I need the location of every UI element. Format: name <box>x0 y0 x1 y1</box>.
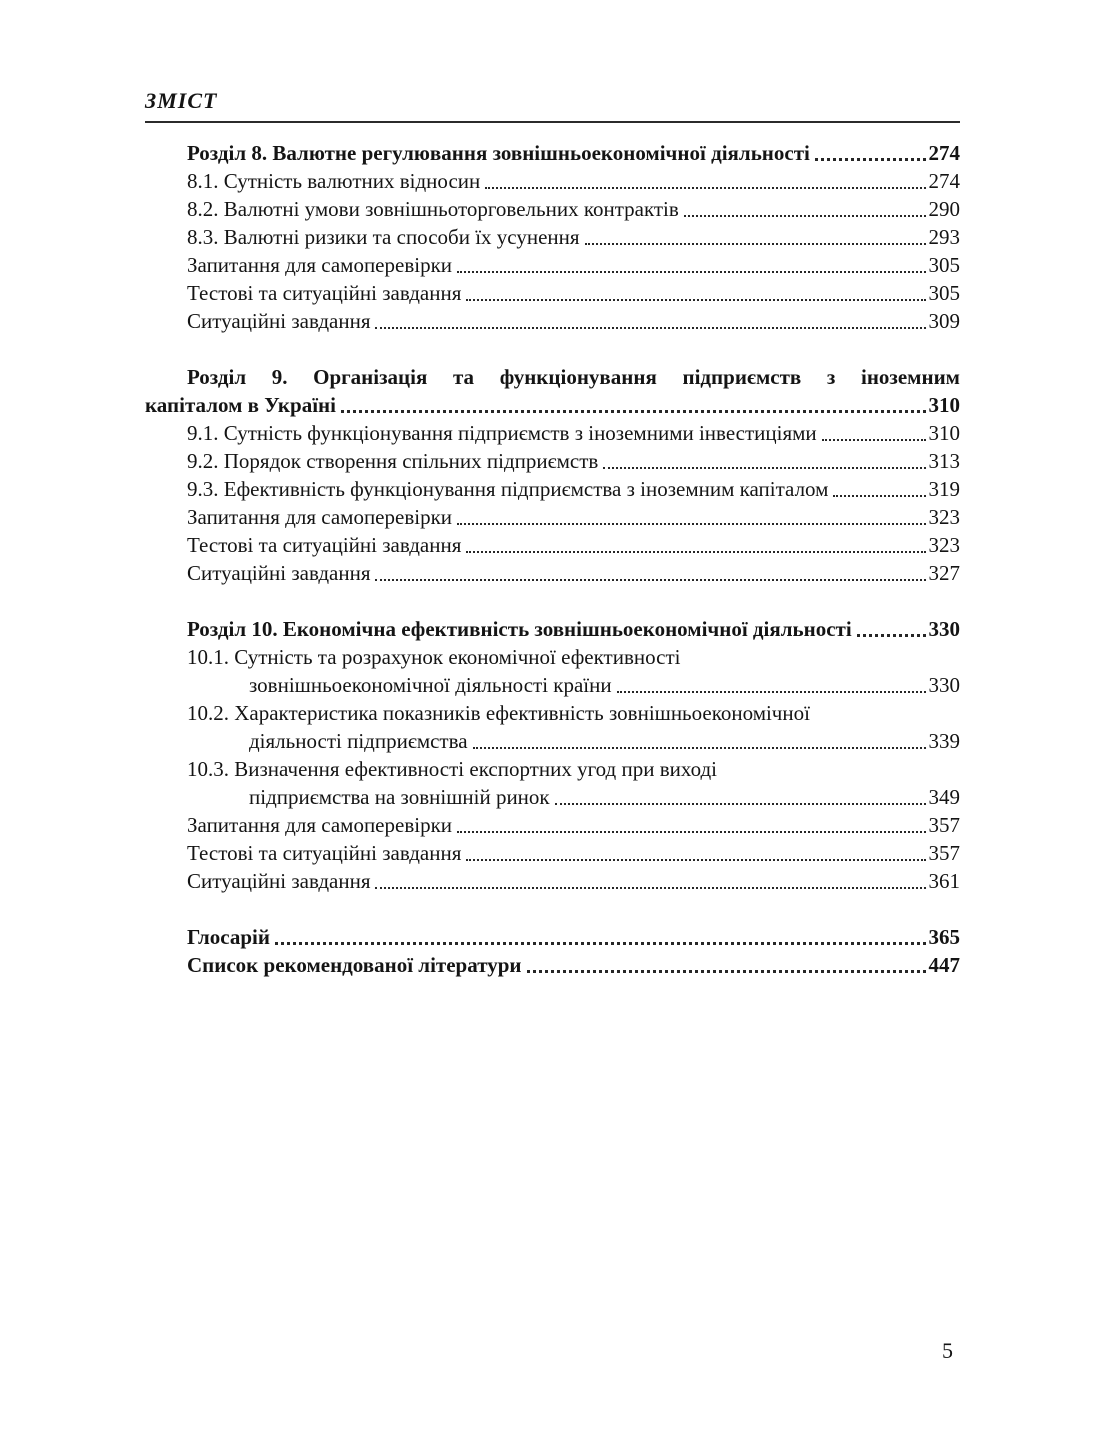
toc-entry-title: 8.3. Валютні ризики та способи їх усунення <box>187 225 580 249</box>
toc-line <box>145 279 960 307</box>
toc-entry-title: Запитання для самоперевірки <box>187 505 453 529</box>
toc-entry <box>145 251 960 279</box>
toc-entry-title: Ситуаційні завдання <box>187 309 371 333</box>
toc-entry <box>145 755 960 811</box>
toc-line <box>145 391 960 419</box>
dot-leader <box>833 475 925 497</box>
dot-leader <box>684 195 926 217</box>
toc-line <box>145 559 960 587</box>
toc-line <box>145 419 960 447</box>
toc-entry-title: Розділ 8. Валютне регулювання зовнішньоекономічної діяльності <box>187 141 810 165</box>
dot-leader <box>822 419 926 441</box>
toc-entry <box>145 363 960 419</box>
toc-entry-page: 313 <box>928 449 960 473</box>
toc-entry-title: Ситуаційні завдання <box>187 869 371 893</box>
dot-leader <box>375 559 925 581</box>
dot-leader <box>466 279 925 301</box>
toc-entry-title: підприємства на зовнішній ринок <box>249 785 550 809</box>
toc-entry-title: Глосарій <box>187 925 270 949</box>
toc-list <box>145 139 960 979</box>
toc-line <box>145 755 960 783</box>
toc-entry <box>145 419 960 447</box>
toc-entry-page: 339 <box>928 729 960 753</box>
toc-entry-title: 9.3. Ефективність функціонування підприємства з іноземним капіталом <box>187 477 829 501</box>
toc-line <box>145 251 960 279</box>
toc-line <box>145 923 960 951</box>
dot-leader <box>815 139 926 161</box>
toc-line <box>145 811 960 839</box>
toc-entry-page: 310 <box>928 393 960 417</box>
toc-entry-page: 447 <box>928 953 960 977</box>
toc-entry <box>145 559 960 587</box>
toc-entry-page: 310 <box>928 421 960 445</box>
toc-entry <box>145 923 960 951</box>
toc-entry-title: 8.1. Сутність валютних відносин <box>187 169 481 193</box>
toc-line <box>145 139 960 167</box>
dot-leader <box>275 923 926 945</box>
dot-leader <box>341 391 926 413</box>
toc-entry-page: 309 <box>928 309 960 333</box>
toc-line <box>145 671 960 699</box>
toc-entry-page: 361 <box>928 869 960 893</box>
toc-line <box>145 951 960 979</box>
toc-entry <box>145 839 960 867</box>
toc-entry-page: 349 <box>928 785 960 809</box>
toc-entry <box>145 195 960 223</box>
toc-line <box>145 447 960 475</box>
dot-leader <box>473 727 926 749</box>
toc-entry <box>145 279 960 307</box>
toc-line <box>145 727 960 755</box>
toc-entry <box>145 475 960 503</box>
toc-line <box>145 867 960 895</box>
toc-entry-title: Тестові та ситуаційні завдання <box>187 841 462 865</box>
toc-entry-title: 10.2. Характеристика показників ефективність зовнішньоекономічної <box>187 701 810 725</box>
toc-entry-title: Тестові та ситуаційні завдання <box>187 533 462 557</box>
toc-entry <box>145 699 960 755</box>
dot-leader <box>603 447 925 469</box>
toc-entry-page: 357 <box>928 841 960 865</box>
toc-line <box>145 223 960 251</box>
toc-line <box>145 615 960 643</box>
toc-entry <box>145 867 960 895</box>
toc-entry <box>145 307 960 335</box>
page-number: 5 <box>942 1338 953 1363</box>
toc-entry <box>145 447 960 475</box>
toc-entry-title: зовнішньоекономічної діяльності країни <box>249 673 612 697</box>
contents-heading: ЗМІСТ <box>145 88 218 113</box>
dot-leader <box>585 223 926 245</box>
toc-entry <box>145 615 960 643</box>
toc-line <box>145 475 960 503</box>
toc-entry <box>145 531 960 559</box>
toc-entry-page: 293 <box>928 225 960 249</box>
toc-entry-page: 319 <box>928 477 960 501</box>
dot-leader <box>457 251 925 273</box>
toc-entry <box>145 139 960 167</box>
toc-entry-title: 9.2. Порядок створення спільних підприємств <box>187 449 599 473</box>
toc-line <box>145 503 960 531</box>
toc-line <box>145 839 960 867</box>
dot-leader <box>457 811 925 833</box>
toc-entry-page: 327 <box>928 561 960 585</box>
dot-leader <box>857 615 926 637</box>
toc-entry-title: діяльності підприємства <box>249 729 468 753</box>
toc-entry-title: 9.1. Сутність функціонування підприємств з іноземними інвестиціями <box>187 421 817 445</box>
toc-line <box>145 307 960 335</box>
toc-line <box>145 531 960 559</box>
toc-line <box>145 783 960 811</box>
toc-entry <box>145 643 960 699</box>
dot-leader <box>555 783 926 805</box>
toc-entry-title: Розділ 10. Економічна ефективність зовнішньоекономічної діяльності <box>187 617 852 641</box>
toc-entry-page: 274 <box>928 169 960 193</box>
dot-leader <box>466 531 925 553</box>
toc-entry-title: Ситуаційні завдання <box>187 561 371 585</box>
toc-entry <box>145 503 960 531</box>
toc-entry-title: 10.1. Сутність та розрахунок економічної ефективності <box>187 645 681 669</box>
toc-line <box>145 363 960 391</box>
toc-line <box>145 643 960 671</box>
page-header <box>145 88 960 123</box>
toc-entry-title: Розділ 9. Організація та функціонування підприємств з іноземним <box>187 365 960 389</box>
dot-leader <box>485 167 925 189</box>
toc-entry-page: 330 <box>928 673 960 697</box>
toc-entry-page: 323 <box>928 505 960 529</box>
toc-entry <box>145 167 960 195</box>
toc-entry <box>145 223 960 251</box>
toc-entry-page: 365 <box>928 925 960 949</box>
dot-leader <box>466 839 925 861</box>
toc-entry-title: Запитання для самоперевірки <box>187 813 453 837</box>
toc-entry-title: 8.2. Валютні умови зовнішньоторговельних контрактів <box>187 197 679 221</box>
dot-leader <box>375 867 925 889</box>
toc-line <box>145 699 960 727</box>
dot-leader <box>617 671 926 693</box>
toc-entry-title: Список рекомендованої літератури <box>187 953 522 977</box>
toc-entry-page: 290 <box>928 197 960 221</box>
toc-entry-title: Тестові та ситуаційні завдання <box>187 281 462 305</box>
toc-entry-title: капіталом в Україні <box>145 393 336 417</box>
toc-line <box>145 167 960 195</box>
dot-leader <box>457 503 925 525</box>
toc-entry-page: 305 <box>928 281 960 305</box>
toc-line <box>145 195 960 223</box>
toc-entry <box>145 951 960 979</box>
toc-entry-page: 330 <box>928 617 960 641</box>
toc-entry-page: 305 <box>928 253 960 277</box>
dot-leader <box>375 307 925 329</box>
toc-entry-page: 323 <box>928 533 960 557</box>
toc-entry-page: 357 <box>928 813 960 837</box>
toc-entry-title: Запитання для самоперевірки <box>187 253 453 277</box>
toc-entry-title: 10.3. Визначення ефективності експортних угод при виході <box>187 757 717 781</box>
toc-entry-page: 274 <box>928 141 960 165</box>
dot-leader <box>527 951 926 973</box>
toc-entry <box>145 811 960 839</box>
